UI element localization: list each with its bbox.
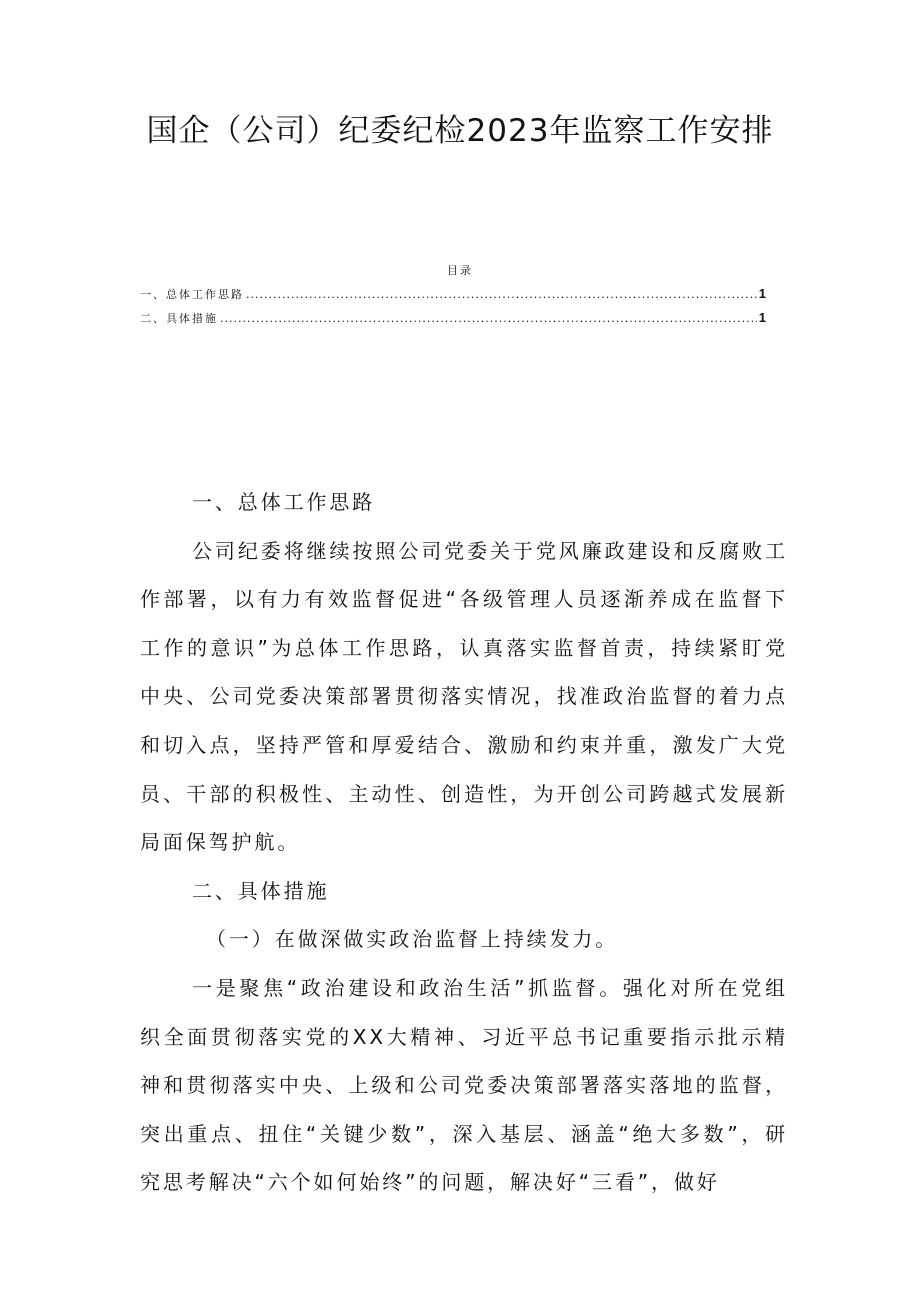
toc-item-label: 一、总体工作思路 xyxy=(140,288,244,301)
toc-item-label: 二、具体措施 xyxy=(140,312,218,325)
toc-leader-dots xyxy=(220,312,757,325)
toc-leader-dots xyxy=(246,288,757,301)
section-heading: 一、总体工作思路 xyxy=(192,490,376,514)
toc-heading: 目录 xyxy=(447,264,473,277)
document-body xyxy=(140,478,788,1207)
toc-item-page: 1 xyxy=(758,310,768,325)
subsection-heading: （一）在做深做实政治监督上持续发力。 xyxy=(206,927,619,952)
toc-item-page: 1 xyxy=(758,286,768,301)
toc-item[interactable] xyxy=(140,310,768,334)
document-title: 国企（公司）纪委纪检2023年监察工作安排 xyxy=(146,113,774,149)
paragraph: 公司纪委将继续按照公司党委关于党风廉政建设和反腐败工作部署，以有力有效监督促进“各级管理人员逐渐养成在监督下工作的意识”为总体工作思路，认真落实监督首责，持续紧盯党中央、公司党委决策部署贯彻落实情况，找准政治监督的着力点和切入点，坚持严管和厚爱结合、激励和约束并重，激发广大党员、干部的积极性、主动性、创造性，为开创公司跨越式发展新局面保驾护航。 xyxy=(140,538,788,855)
section-heading: 二、具体措施 xyxy=(192,878,330,903)
toc-item[interactable] xyxy=(140,286,768,310)
paragraph: 一是聚焦“政治建设和政治生活”抓监督。强化对所在党组织全面贯彻落实党的XX大精神、习近平总书记重要指示批示精神和贯彻落实中央、上级和公司党委决策部署落实落地的监督，突出重点、扭住“关键少数”，深入基层、涵盖“绝大多数”，研究思考解决“六个如何始终”的问题，解决好“三看”，做好 xyxy=(140,975,788,1195)
table-of-contents xyxy=(140,286,768,334)
